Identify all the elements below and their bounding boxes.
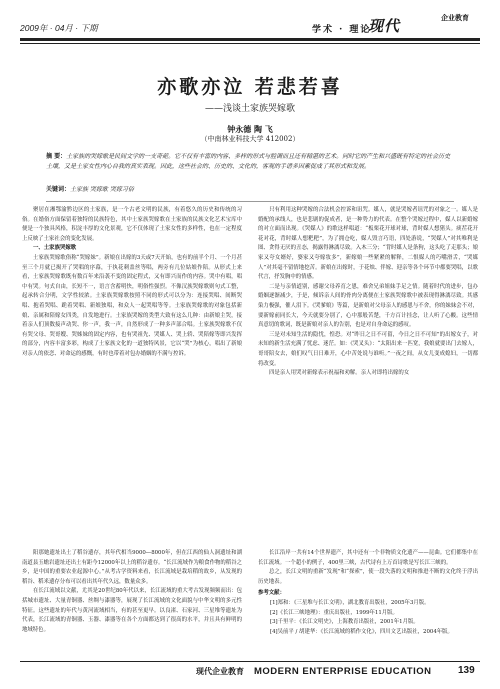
abstract-text: 土家族的哭嫁歌是民间文学的一支奇葩。它不仅有丰富的内容、多样的形式与腔调而且还有精湛的艺术。同时它的产生和兴盛既有特定的社会历史土壤，又是土家女性内心自我的真实表现。因此，这些社会的、历史的、文化的，客观的手谱多因素促成了其形式和发展。 bbox=[46, 153, 451, 170]
article-authors: 钟永德 陶 飞 bbox=[227, 125, 273, 134]
header-rule-thin bbox=[20, 43, 480, 44]
keywords bbox=[46, 185, 454, 195]
section-label: 学术 · 理论 bbox=[312, 25, 372, 35]
journal-logo: 现代 bbox=[368, 17, 401, 35]
body-column-1 bbox=[22, 206, 242, 532]
article-subtitle: ——浅谈土家族哭嫁歌 bbox=[204, 104, 295, 114]
footer-rule bbox=[20, 661, 480, 662]
keywords-label: 关键词： bbox=[46, 186, 71, 193]
paragraph: 聚居在湘鄂渝黔边区的土家族，是一个古老文明的民族，有着悠久的历史和传统的习俗。在婚俗方面保留着独特的民族特色，其中土家族哭嫁歌在土家族的民族文化艺术宝库中便是一个独具风格，积淀丰厚的文化景观，它不仅体现了土家女性的多样性，也在一定程度上反映了土家社会的变化发展。 bbox=[22, 207, 242, 242]
issue-date: 2009年 · 04月 · 下期 bbox=[20, 23, 98, 33]
article-affiliation: （中南林业科技大学 412002） bbox=[200, 135, 300, 143]
body-column-2 bbox=[258, 206, 478, 532]
footer-journal-cn: 现代企业教育 bbox=[196, 667, 244, 676]
body-column-3 bbox=[22, 549, 242, 655]
journal-logo-sub: 企业教育 bbox=[441, 14, 469, 22]
body-column-4 bbox=[258, 549, 478, 655]
reference-item: [1]郑和：《三星堆与长江文明》，湖北教育出版社，2005年3月版。 bbox=[270, 599, 430, 606]
paragraph: 长江沿岸一共有14个世界遗产，其中还有一个非物质文化遗产——昆曲。它们都集中在长江流域。一个超小的例子，400里三峡，古代诗有上万首诗歌是写长江三峡的。 bbox=[258, 550, 478, 566]
reference-item: [2]《长江三峡地理》：重庆出版社，1999年11月版。 bbox=[270, 609, 398, 616]
paragraph: 四是亲人用哭对新嫁表示祝福和劝解。亲人对即将出嫁的女 bbox=[269, 370, 410, 377]
reference-item: [4]吴前平 / 胡建华：《长江流域的稻作文化》，四川文艺出版社，2004年版。 bbox=[270, 628, 453, 635]
abstract-label: 摘 要： bbox=[46, 153, 67, 160]
paragraph: 阳那她遗址出土了稻谷遗存，其年代相当9000—8000年，但在江西的仙人洞遗址和湖南道县玉蟾岩遗址还出土有距今12000年以上的稻谷遗存。“长江流域作为粮食作物的稻谷之乡，是中国的重要农业起源中心。”从考古学资料来看，长江流域是栽培稻的故乡，从发现的稻谷、稻米遗存分布可以看出其年代久远，数量众多。 bbox=[22, 550, 242, 585]
keywords-text: 土家族 哭嫁歌 哭嫁习俗 bbox=[70, 186, 134, 193]
section-heading: 一、土家族哭嫁歌 bbox=[33, 245, 77, 252]
paragraph: 在长江流域以文献，尤其是20世纪80年代以来，长江流域的重大考古发现频频而出：包括城市遗址、大量青铜器、丝绸与漆器等，展现了长江流域的文化面貌与中华文明的多元性特征。这些遗址的年代与黄河流域相当，有的甚至更早。以良渚、石家河、三星堆等遗址为代表，长江流域的青铜器、玉器、漆器等在各个方面都达到了很高的水平，并且具有鲜明的地域特色。 bbox=[22, 588, 242, 633]
abstract bbox=[46, 152, 454, 172]
paragraph: 总之，长江文明的重新“发现”和“探索”，使一段失落的文明和推进不断的文化终于浮出历史地表。 bbox=[258, 569, 478, 585]
abstract-divider bbox=[46, 201, 454, 202]
header-rule bbox=[20, 38, 480, 41]
paragraph: 三是对未知生活的隐忧，惶恐。对“昨日之日不可留，今日之日不可知”的出嫁女子，对未知的新生活充满了忧虑、迷茫。如：《哭叉头》：“太阳出来一匹宽，我娘就要出门去嫁人，哥哥陪女去，娘们叹气日日难开，心中苦处说与谁听。”一夜之间，从女儿变成媳妇，一切都将改变。 bbox=[258, 331, 478, 367]
paragraph: 土家族哭嫁歌俗称“哭嫁妹”。新娘在出嫁的3天或7天开始，也有的前半个月、一个月甚至三个月就已揭开了哭唱的序幕，于执花刺盖丝等唱，两旁有几位姑娘作陪。从形式上来看，土家族哭嫁歌既有数百年来沿袭不变的固定程式，又有即兴而作的内容。哭中有唱，唱中有哭。句式自由，长短不一，语言含蓄明快，明俗性强烈。不像汉族哭嫁歌则句式工整，起承转合分明，文学性较浓。土家族哭嫁歌按照不同的形式可以分为：连接哭唱、间断哭唱、抱着哭唱、跪着哭唱、新娘独唱，和众人一起哭唱等等。土家族哭嫁歌的对象包括新娘、亲属和陪嫁女四类，自发地进行。土家族哭嫁的类型大致有这么几种：由新娘主哭，接着亲人们顶数接声动哭、你一声，我一声，自然形成了一种多声部合唱。土家族哭嫁歌不仅有哭父母、哭哥嫂、哭姊妹的固定内容，也有哭祖先、哭媒人、哭上轿、哭陪嫁等即兴发挥的部分，内容丰富多彩，构成了土家族文化的一道独特风景，它以“哭”为核心，唱出了新娘对亲人的依恋、对命运的感慨，有时也带着对包办婚姻的不满与控诉。 bbox=[22, 254, 242, 357]
footer-journal-en: MODERN ENTERPRISE EDUCATION bbox=[254, 666, 432, 677]
paragraph: 只有利用这种哭嫁的合法机会控诉和诅咒。媒人，就是哭嫁者诅咒的对象之一。媒人是婚配的承线人，也是悲剧的促成者，是一种势力的代表。在整个哭嫁过程中，媒人以新婚嫁的对立面而出现。《哭媒人》的歌这样唱道：“板栗花开球对球，背时媒人想猪头。痰茬花开花对花，背时媒人想粑粑”，为了拥仓吃，媒人毁言巧语，四处游说，“哭媒人”对其唯利是图、贪得无厌的丑态，揭露得淋漓尽致。入木三分；“背时媒人是条狗，这头吃了走那头；娘家又夸女婿好，婆家又夸嫁妆多”，新嫁娘一些紧紧的解释，二恨媒人的巧嘴滑舌，“哭媒人”对其毫不留情地挖苦。新娘在出嫁时，于花烛、伴嫁、迎亲等各个环节中都要哭唱，以歌代言，抒发胸中的情感。 bbox=[258, 207, 478, 281]
paragraph: 二是与亲情道别，感谢父母养育之恩，难舍兄弟姐妹手足之情。随着时代的进步，包办婚姻逐渐减少，于是，倾诉亲人间的骨肉分离便在土家族哭嫁歌中被表现得淋漓尽致。其感染力极强，催人泪下。《哭爹娘》等篇，是新娘对父母亲人的感恩与不舍，你的妹妹会不对，要新嫁前同长大，今天就要分别了，心中那般苦楚，千方百计挂念，让人听了心酸。这些情真意切的歌词，既是新娘对亲人的告别，也是对自身命运的感叹。 bbox=[258, 283, 478, 329]
article-title: 亦歌亦泣 若悲若喜 bbox=[157, 76, 343, 98]
references-heading: 参考文献： bbox=[258, 590, 285, 597]
reference-item: [3]千里平：《长江文明史》，上海教育出版社，2001年1月版。 bbox=[270, 619, 419, 626]
page-number: 139 bbox=[458, 665, 475, 676]
